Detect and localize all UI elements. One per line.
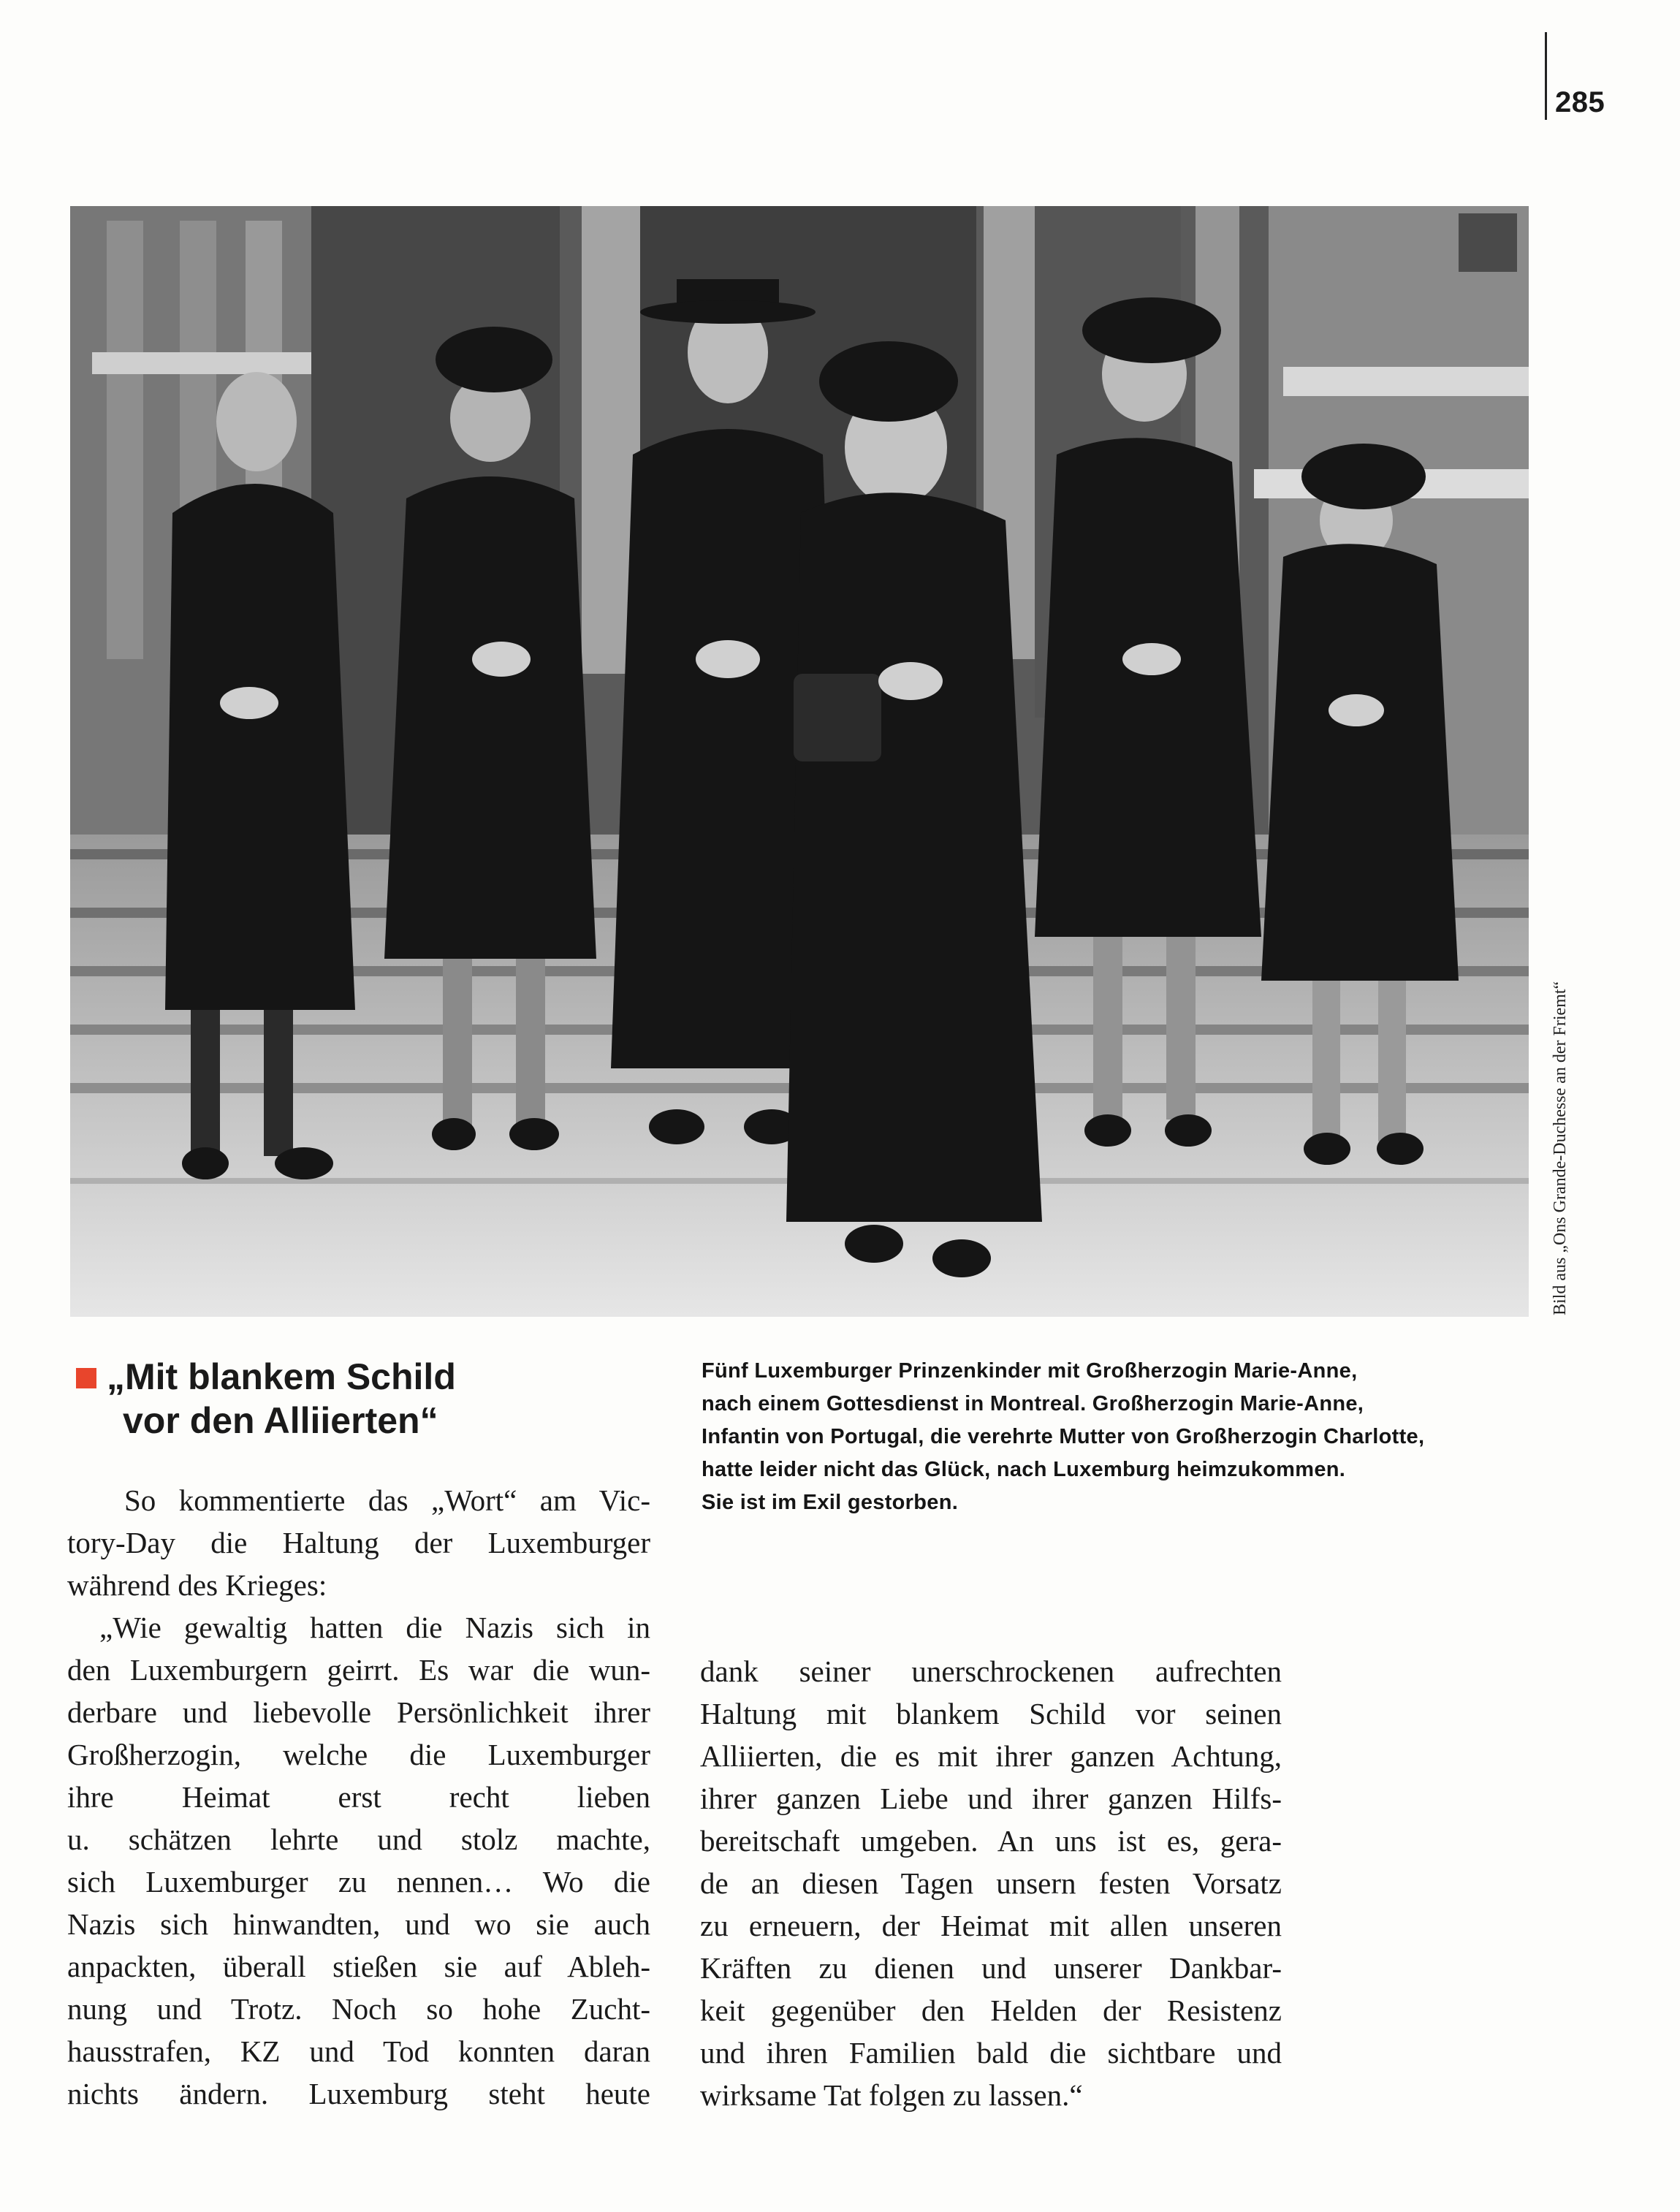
- text-line: dank seiner unerschrockenen aufrechten: [700, 1654, 1282, 1688]
- page-number-rule: [1545, 32, 1547, 120]
- caption-line: Sie ist im Exil gestorben.: [702, 1491, 959, 1514]
- body-text-right-column: [700, 1650, 1282, 2116]
- text-line: sich Luxemburger zu nennen… Wo die: [67, 1865, 650, 1899]
- text-line: keit gegenüber den Helden der Resistenz: [700, 1994, 1282, 2027]
- heading-line-1: „Mit blankem Schild: [107, 1356, 456, 1397]
- text-line: Großherzogin, welche die Luxemburger: [67, 1738, 650, 1771]
- caption-line: nach einem Gottesdienst in Montreal. Großherzogin Marie-Anne,: [702, 1392, 1364, 1415]
- caption-line: hatte leider nicht das Glück, nach Luxemburg heimzukommen.: [702, 1458, 1346, 1481]
- text-line: nichts ändern. Luxemburg steht heute: [67, 2077, 650, 2110]
- caption-line: Fünf Luxemburger Prinzenkinder mit Großherzogin Marie-Anne,: [702, 1359, 1358, 1383]
- photo-credit: Bild aus „Ons Grande-Duchesse an der Friemt“: [1551, 981, 1570, 1315]
- text-line: „Wie gewaltig hatten die Nazis sich in: [99, 1611, 650, 1644]
- text-line: hausstrafen, KZ und Tod konnten daran: [67, 2034, 650, 2068]
- body-text-left-column: [67, 1479, 650, 2115]
- text-line: nung und Trotz. Noch so hohe Zucht-: [67, 1992, 650, 2026]
- text-line: Alliierten, die es mit ihrer ganzen Achtung,: [700, 1739, 1282, 1773]
- red-square-bullet-icon: [76, 1368, 96, 1388]
- text-line: Nazis sich hinwandten, und wo sie auch: [67, 1907, 650, 1941]
- text-line: zu erneuern, der Heimat mit allen unseren: [700, 1909, 1282, 1942]
- text-line: während des Krieges:: [67, 1568, 327, 1602]
- text-line: den Luxemburgern geirrt. Es war die wun-: [67, 1653, 650, 1687]
- text-line: und ihren Familien bald die sichtbare und: [700, 2036, 1282, 2070]
- text-line: ihrer ganzen Liebe und ihrer ganzen Hilfs-: [700, 1782, 1282, 1815]
- text-line: ihre Heimat erst recht lieben: [67, 1780, 650, 1814]
- text-line: Kräften zu dienen und unserer Dankbar-: [700, 1951, 1282, 1985]
- text-line: Haltung mit blankem Schild vor seinen: [700, 1697, 1282, 1730]
- text-line: u. schätzen lehrte und stolz machte,: [67, 1823, 650, 1856]
- text-line: So kommentierte das „Wort“ am Vic-: [124, 1483, 650, 1517]
- text-line: derbare und liebevolle Persönlichkeit ihrer: [67, 1695, 650, 1729]
- text-line: tory-Day die Haltung der Luxemburger: [67, 1526, 650, 1559]
- caption-line: Infantin von Portugal, die verehrte Mutter von Großherzogin Charlotte,: [702, 1425, 1425, 1448]
- text-line: anpackten, überall stießen sie auf Ableh-: [67, 1950, 650, 1983]
- photo-illustration: [70, 206, 1529, 1317]
- section-heading: [76, 1355, 456, 1443]
- text-line: de an diesen Tagen unsern festen Vorsatz: [700, 1866, 1282, 1900]
- text-line: wirksame Tat folgen zu lassen.“: [700, 2078, 1083, 2112]
- page-number: 285: [1555, 86, 1605, 118]
- photo-caption: [702, 1355, 1564, 1519]
- text-line: bereitschaft umgeben. An uns ist es, gera-: [700, 1824, 1282, 1858]
- historical-photo: [70, 206, 1529, 1317]
- heading-line-2: vor den Alliierten“: [123, 1400, 438, 1441]
